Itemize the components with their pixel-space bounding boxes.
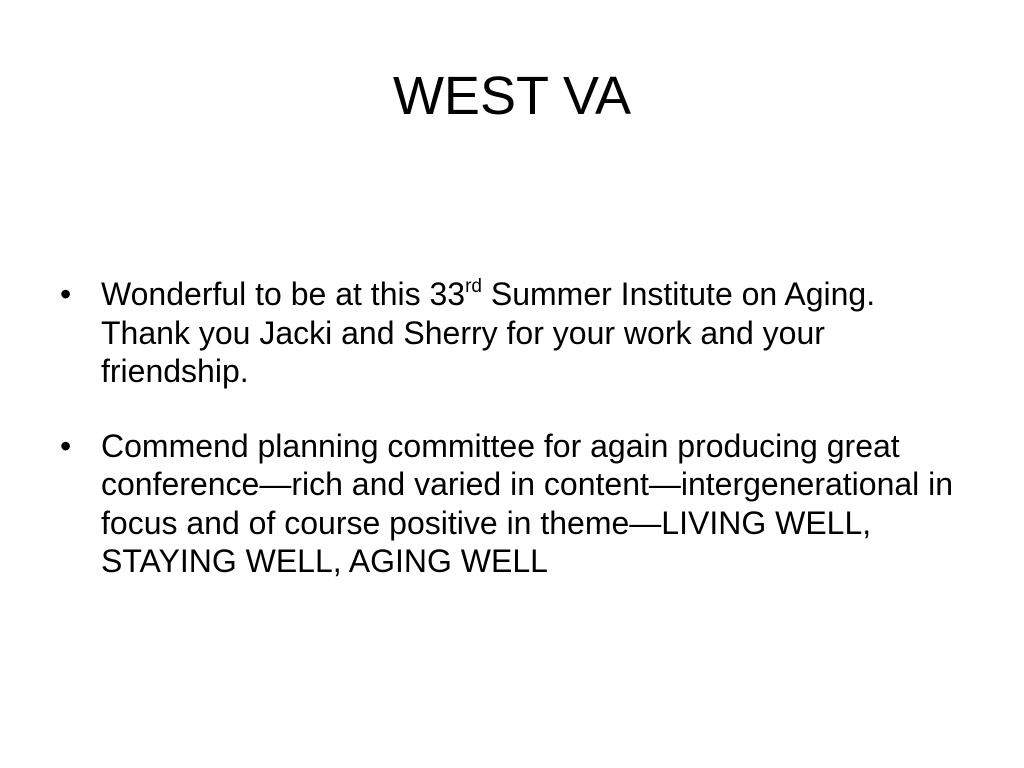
ordinal-superscript: rd [465,276,482,297]
slide-title: WEST VA [392,66,632,126]
bullet-marker: • [60,427,72,464]
bullet-text-part: Summer Institute on Aging. Thank you Jacki and Sherry for your work and your friendship. [101,276,876,389]
bullet-list [60,275,960,617]
bullet-text: Commend planning committee for again producing great conference—rich and varied in content—intergenerational in focus and of course positive in theme—LIVING WELL, STAYING WELL, AGING WELL [101,427,954,579]
bullet-marker: • [60,276,72,312]
bullet-text [101,276,875,389]
bullet-item-planning-committee [60,427,960,581]
bullet-item-summer-institute [60,275,960,391]
bullet-text-part: Wonderful to be at this 33 [101,276,466,312]
